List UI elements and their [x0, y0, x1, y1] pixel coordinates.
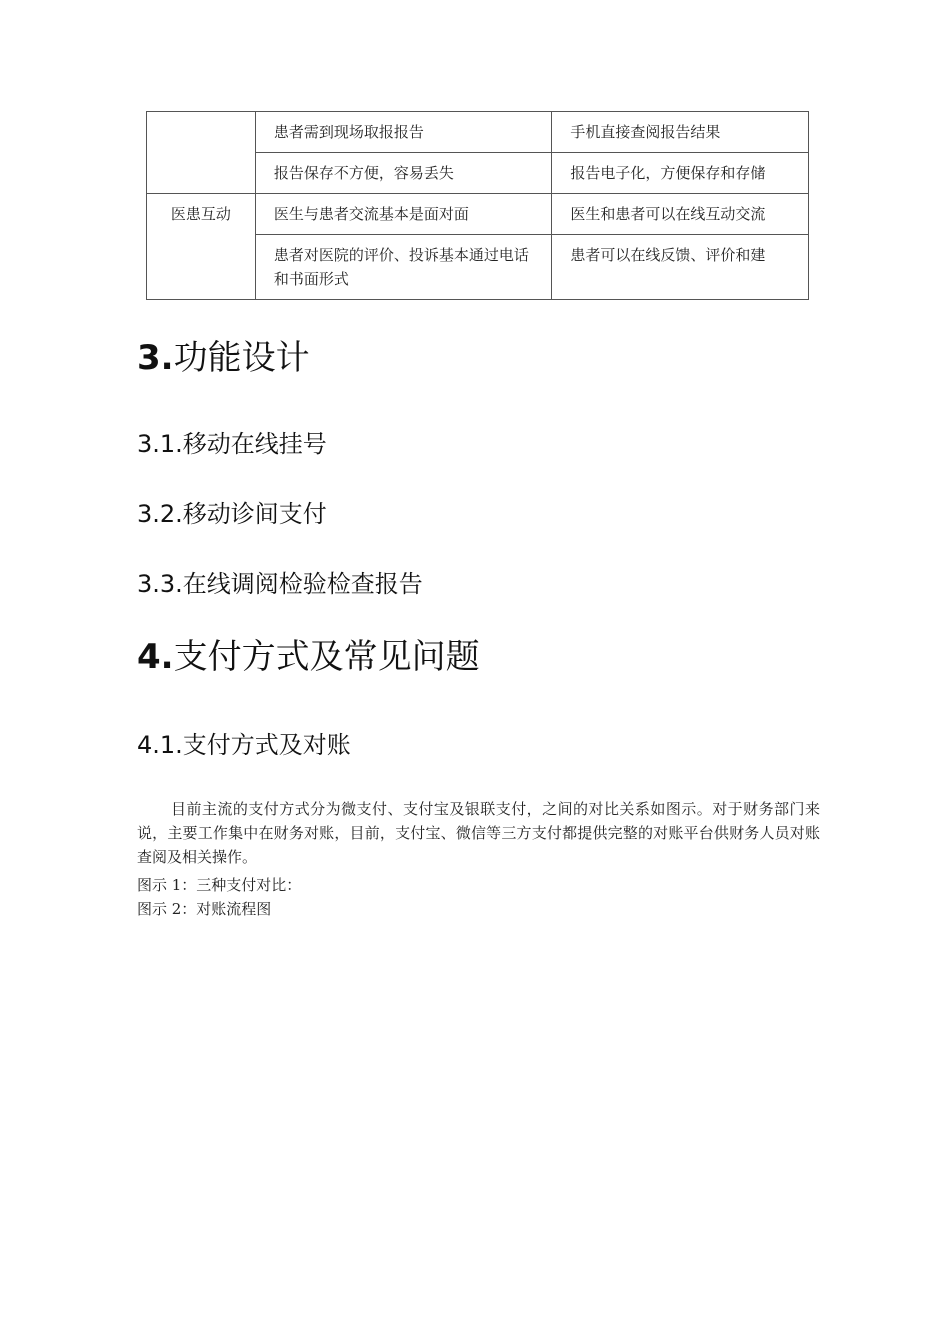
table-category-cell — [147, 112, 256, 194]
subsection-heading-3-3: 3.3.在线调阅检验检查报告 — [137, 570, 423, 598]
subsection-heading-3-2: 3.2.移动诊间支付 — [137, 500, 327, 528]
table-cell-before: 医生与患者交流基本是面对面 — [255, 194, 552, 235]
table-cell-after: 手机直接查阅报告结果 — [552, 112, 809, 153]
section-heading-3 — [137, 338, 310, 378]
section-number: 3. — [137, 338, 174, 378]
body-paragraph: 目前主流的支付方式分为微支付、支付宝及银联支付，之间的对比关系如图示。对于财务部门来说，主要工作集中在财务对账，目前，支付宝、微信等三方支付都提供完整的对账平台供财务人员对账查阅及相关操作。 — [137, 800, 820, 866]
section-heading-4 — [137, 637, 480, 677]
comparison-table — [146, 111, 809, 300]
table-category-cell: 医患互动 — [147, 194, 256, 300]
table-cell-after: 患者可以在线反馈、评价和建 — [552, 235, 809, 300]
subsection-heading-3-1: 3.1.移动在线挂号 — [137, 430, 327, 458]
figure-caption-2: 图示 2：对账流程图 — [137, 900, 272, 918]
section-title: 功能设计 — [173, 338, 310, 378]
table-cell-after: 报告电子化，方便保存和存储 — [552, 153, 809, 194]
table-cell-before: 患者需到现场取报报告 — [255, 112, 552, 153]
figure-caption-1: 图示 1：三种支付对比： — [137, 876, 302, 894]
section-title: 支付方式及常见问题 — [173, 637, 480, 677]
table-row — [147, 112, 809, 153]
subsection-heading-4-1: 4.1.支付方式及对账 — [137, 731, 351, 759]
table-cell-before: 报告保存不方便，容易丢失 — [255, 153, 552, 194]
table-cell-before: 患者对医院的评价、投诉基本通过电话和书面形式 — [255, 235, 552, 300]
section-number: 4. — [137, 637, 174, 677]
table-cell-after: 医生和患者可以在线互动交流 — [552, 194, 809, 235]
table-row — [147, 194, 809, 235]
